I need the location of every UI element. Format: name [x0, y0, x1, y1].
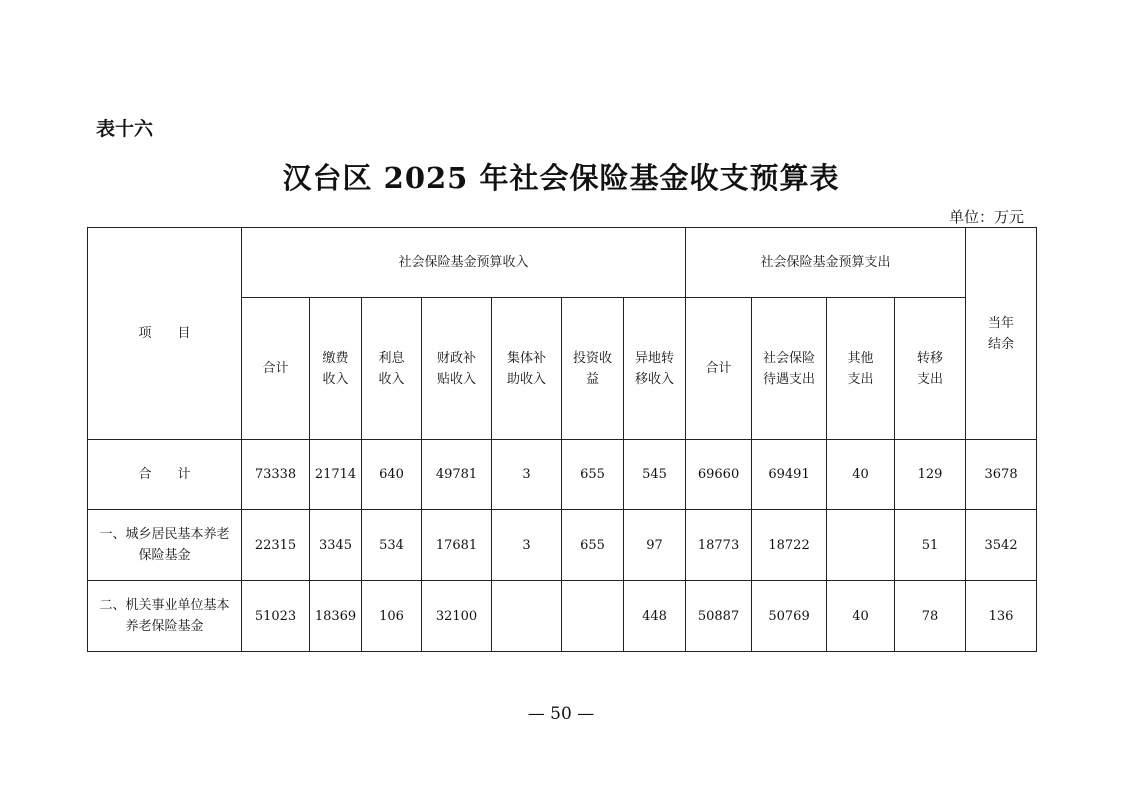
cell: 18369: [310, 581, 362, 652]
cell: 18773: [686, 510, 752, 581]
table-row: [88, 581, 1037, 652]
budget-table: [87, 227, 1037, 652]
cell: 21714: [310, 440, 362, 510]
cell: 97: [624, 510, 686, 581]
cell: [827, 510, 895, 581]
cell: 73338: [242, 440, 310, 510]
cell: 51: [895, 510, 966, 581]
cell: 32100: [422, 581, 492, 652]
cell: 40: [827, 581, 895, 652]
cell: 129: [895, 440, 966, 510]
income-col-contribution: 缴费 收入: [310, 298, 362, 440]
income-col-collective: 集体补 助收入: [492, 298, 562, 440]
cell: 78: [895, 581, 966, 652]
cell: 3: [492, 440, 562, 510]
cell: 50887: [686, 581, 752, 652]
cell: 448: [624, 581, 686, 652]
cell: 3542: [966, 510, 1037, 581]
income-group-header: 社会保险基金预算收入: [242, 228, 686, 298]
unit-label: 单位：万元: [949, 208, 1025, 226]
cell: 49781: [422, 440, 492, 510]
cell: 50769: [752, 581, 827, 652]
expense-col-total: 合计: [686, 298, 752, 440]
income-col-subsidy: 财政补 贴收入: [422, 298, 492, 440]
expense-col-other: 其他 支出: [827, 298, 895, 440]
cell: [492, 581, 562, 652]
header-row-groups: [88, 228, 1037, 298]
cell: 3345: [310, 510, 362, 581]
table-row: [88, 440, 1037, 510]
table-row: [88, 510, 1037, 581]
cell: 18722: [752, 510, 827, 581]
cell: 17681: [422, 510, 492, 581]
cell: 640: [362, 440, 422, 510]
cell: 69491: [752, 440, 827, 510]
income-col-transfer-in: 异地转 移收入: [624, 298, 686, 440]
cell: 655: [562, 510, 624, 581]
cell: 3678: [966, 440, 1037, 510]
income-col-investment: 投资收 益: [562, 298, 624, 440]
row-name: 二、机关事业单位基本 养老保险基金: [88, 581, 242, 652]
table-label: 表十六: [96, 118, 154, 140]
page-number: — 50 —: [527, 704, 595, 724]
expense-col-transfer-out: 转移 支出: [895, 298, 966, 440]
cell: [562, 581, 624, 652]
item-header: 项 目: [88, 228, 242, 440]
cell: 51023: [242, 581, 310, 652]
balance-header: 当年 结余: [966, 228, 1037, 440]
cell: 3: [492, 510, 562, 581]
row-name: 合 计: [88, 440, 242, 510]
cell: 545: [624, 440, 686, 510]
cell: 534: [362, 510, 422, 581]
income-col-total: 合计: [242, 298, 310, 440]
cell: 40: [827, 440, 895, 510]
cell: 22315: [242, 510, 310, 581]
expense-col-benefits: 社会保险 待遇支出: [752, 298, 827, 440]
cell: 655: [562, 440, 624, 510]
expense-group-header: 社会保险基金预算支出: [686, 228, 966, 298]
cell: 136: [966, 581, 1037, 652]
document-title: 汉台区 2025 年社会保险基金收支预算表: [282, 161, 840, 195]
row-name: 一、城乡居民基本养老 保险基金: [88, 510, 242, 581]
cell: 69660: [686, 440, 752, 510]
income-col-interest: 利息 收入: [362, 298, 422, 440]
cell: 106: [362, 581, 422, 652]
